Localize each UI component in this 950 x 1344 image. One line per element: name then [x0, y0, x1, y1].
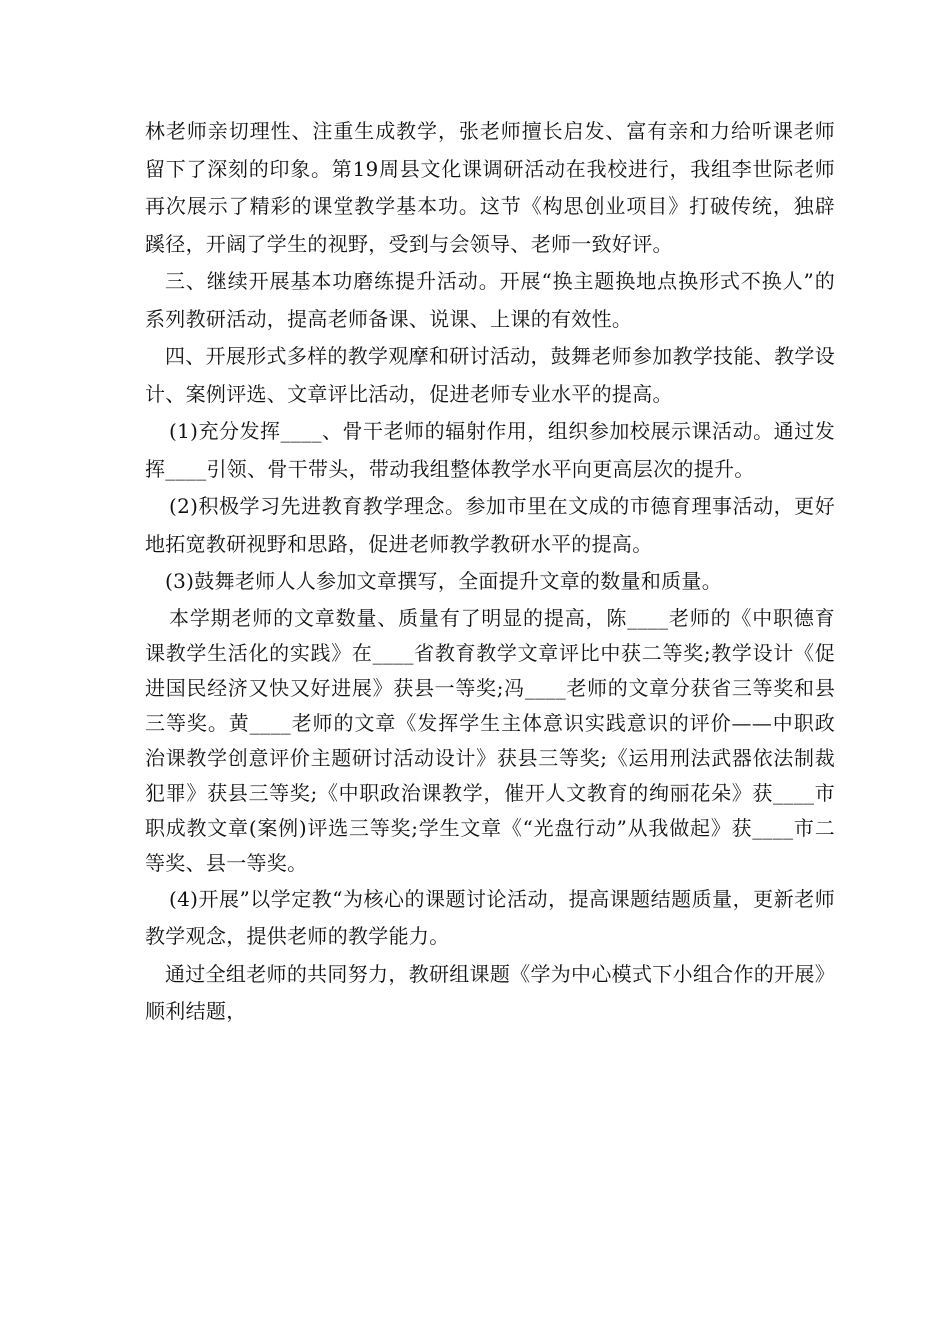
paragraph-item-4: (4)开展”以学定教“为核心的课题讨论活动，提高课题结题质量，更新老师教学观念，提供老师的教学能力。 — [145, 886, 835, 948]
paragraph-conclusion: 通过全组老师的共同努力，教研组课题《学为中心模式下小组合作的开展》顺利结题， — [145, 961, 835, 1023]
document-body — [145, 113, 835, 1031]
paragraph-section-three: 三、继续开展基本功磨练提升活动。开展“换主题换地点换形式不换人”的系列教研活动，提高老师备课、说课、上课的有效性。 — [145, 269, 835, 331]
paragraph-teacher-impressions: 林老师亲切理性、注重生成教学，张老师擅长启发、富有亲和力给听课老师留下了深刻的印象。第19周县文化课调研活动在我校进行，我组李世际老师再次展示了精彩的课堂教学基本功。这节《构思创业项目》打破传统，独辟蹊径，开阔了学生的视野，受到与会领导、老师一致好评。 — [145, 119, 835, 256]
paragraph-item-1: (1)充分发挥____、骨干老师的辐射作用，组织参加校展示课活动。通过发挥____引领、骨干带头，带动我组整体教学水平向更高层次的提升。 — [145, 419, 835, 481]
paragraph-article-awards: 本学期老师的文章数量、质量有了明显的提高，陈____老师的《中职德育课教学生活化的实践》在____省教育教学文章评比中获二等奖;教学设计《促进国民经济又快又好进展》获县一等奖;冯____老师的文章分获省三等奖和县三等奖。黄____老师的文章《发挥学生主体意识实践意识的评价——中职政治课教学创意评价主题研讨活动设计》获县三等奖;《运用刑法武器依法制裁犯罪》获县三等奖;《中职政治课教学，催开人文教育的绚丽花朵》获____市职成教文章(案例)评选三等奖;学生文章《“光盘行动”从我做起》获____市二等奖、县一等奖。 — [145, 605, 835, 875]
paragraph-section-four: 四、开展形式多样的教学观摩和研讨活动，鼓舞老师参加教学技能、教学设计、案例评选、文章评比活动，促进老师专业水平的提高。 — [145, 344, 835, 406]
paragraph-item-2: (2)积极学习先进教育教学理念。参加市里在文成的市德育理事活动，更好地拓宽教研视野和思路，促进老师教学教研水平的提高。 — [145, 494, 835, 556]
paragraph-item-3: (3)鼓舞老师人人参加文章撰写，全面提升文章的数量和质量。 — [165, 569, 723, 593]
